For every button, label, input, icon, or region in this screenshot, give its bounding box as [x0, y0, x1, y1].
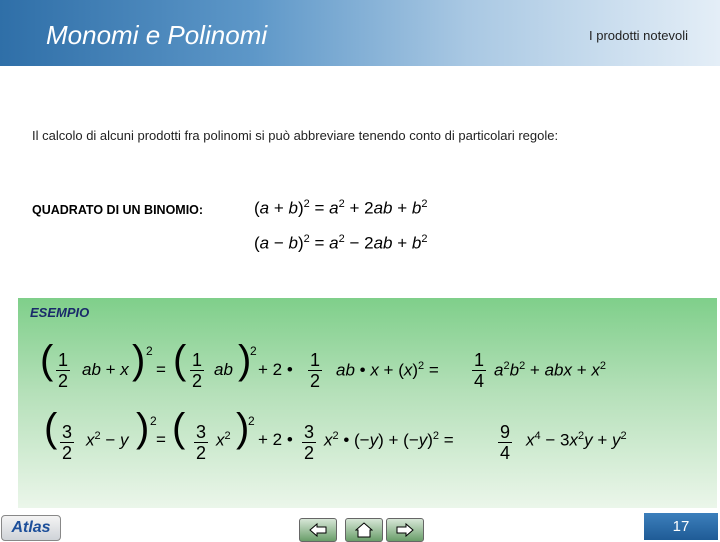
ex2-result: $x^4 - 3x^2y + y^2$ [526, 430, 627, 450]
forward-arrow-icon [396, 522, 414, 538]
ex2-frac2: $\frac{3}{2}$ [196, 422, 207, 463]
ex1-frac2: $\frac{1}{2}$ [192, 350, 203, 391]
back-button[interactable] [299, 518, 337, 542]
ex2-term: $x^2 - y$ [86, 430, 129, 450]
ex1-rhs: ab • $x + (x)^2$ = [336, 360, 439, 380]
ex1-term2: ab [214, 360, 233, 379]
forward-button[interactable] [386, 518, 424, 542]
home-icon [355, 522, 373, 538]
ex1-term: ab + x [82, 360, 129, 379]
ex2-plus2: + 2 • [258, 430, 293, 449]
ex1-paren-open: ( [40, 338, 54, 382]
ex2-paren-open: ( [44, 406, 58, 450]
ex2-frac-3-2: $\frac{3}{2}$ [62, 422, 73, 463]
back-arrow-icon [309, 522, 327, 538]
header-bar [0, 0, 720, 66]
ex2-frac4: $\frac{9}{4}$ [500, 422, 511, 463]
ex1-paren2-close: ) [238, 338, 252, 382]
ex1-frac-1-2: $\frac{1}{2}$ [58, 350, 69, 391]
ex1-exp: 2 [146, 344, 153, 358]
example-label: ESEMPIO [30, 305, 90, 320]
section-title: I prodotti notevoli [588, 28, 688, 43]
ex2-rhs: $x^2$ • $(-y) + (-y)^2$ = [324, 430, 454, 450]
formula-square-sum: $(a + b)^2 = a^2 + 2ab + b^2$ [254, 198, 428, 218]
page-number: 17 [644, 513, 718, 540]
ex1-paren2-open: ( [173, 338, 187, 382]
ex2-exp2: 2 [248, 414, 255, 428]
ex1-plus2: + 2 • [258, 360, 293, 379]
example-box [18, 298, 717, 508]
page-title: Monomi e Polinomi [46, 20, 268, 50]
ex1-exp2: 2 [250, 344, 257, 358]
intro-text: Il calcolo di alcuni prodotti fra polinomi si può abbreviare tenendo conto di particolari regole: [32, 128, 559, 143]
ex2-term2: $x^2$ [216, 430, 231, 450]
ex1-frac3: $\frac{1}{2}$ [310, 350, 321, 391]
ex2-paren2-close: ) [236, 406, 250, 450]
ex1-equals: = [156, 360, 166, 379]
ex2-frac3: $\frac{3}{2}$ [304, 422, 315, 463]
ex1-paren-close: ) [132, 338, 146, 382]
atlas-logo[interactable]: Atlas [1, 515, 61, 541]
formula-square-difference: $(a - b)^2 = a^2 - 2ab + b^2$ [254, 233, 428, 253]
ex1-result: $a^2b^2$ + abx + $x^2$ [494, 360, 606, 380]
rule-label: QUADRATO DI UN BINOMIO: [32, 203, 204, 217]
ex1-frac4: $\frac{1}{4}$ [474, 350, 485, 391]
home-button[interactable] [345, 518, 383, 542]
ex2-paren-close: ) [136, 406, 150, 450]
ex2-exp: 2 [150, 414, 157, 428]
ex2-paren2-open: ( [172, 406, 186, 450]
ex2-equals: = [156, 430, 166, 449]
